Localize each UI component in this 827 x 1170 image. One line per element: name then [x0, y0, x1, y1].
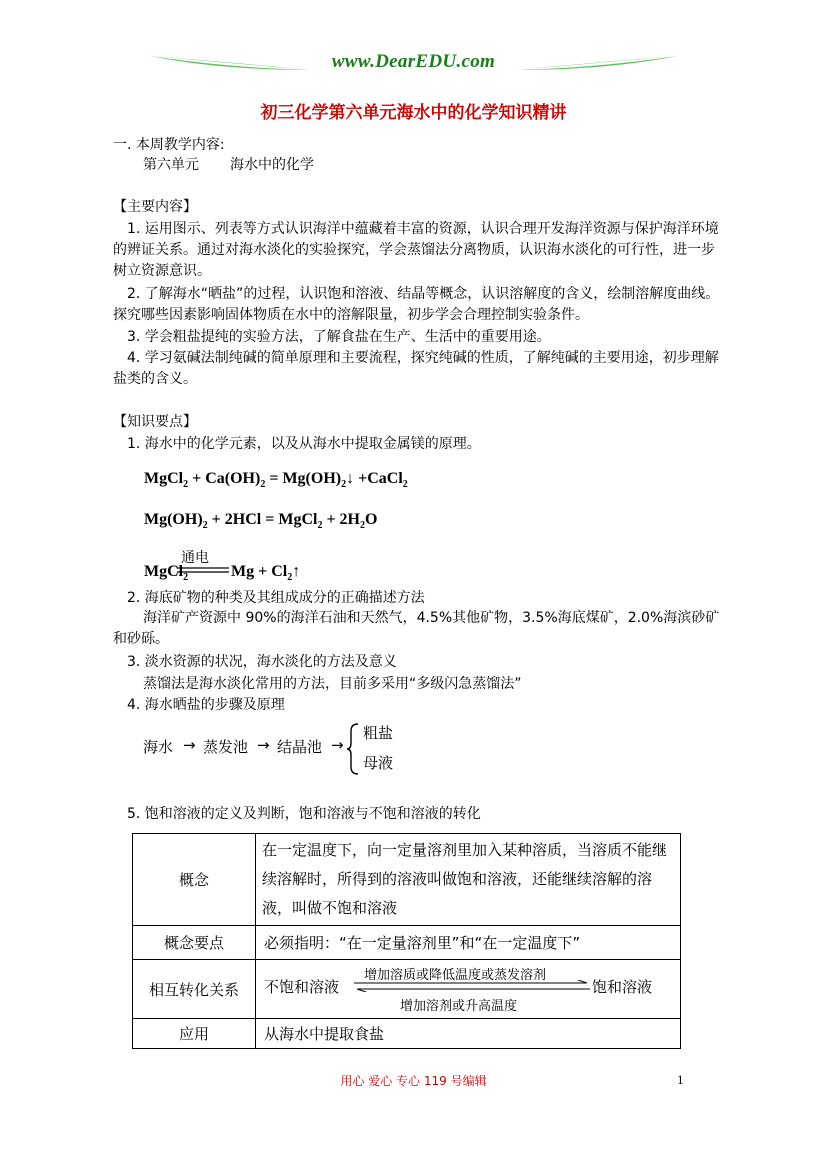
- content-item: 4. 学习氨碱法制纯碱的简单原理和主要流程，探究纯碱的性质，了解纯碱的主要用途，初步理解盐类的含义。: [113, 350, 719, 387]
- knowledge-text-2: 海洋矿产资源中 90%的海洋石油和天然气，4.5%其他矿物，3.5%海底煤矿，2.0%海滨砂矿和砂砾。: [113, 610, 720, 647]
- unit-number: 第六单元: [143, 157, 199, 173]
- equation-1: MgCl$_2$ + $Ca(OH)_2$ = $Mg(OH)_2↓$ +CaCl$_2$: [144, 470, 408, 490]
- reaction-condition: 通电: [181, 550, 209, 566]
- flow-step: 蒸发池: [203, 738, 249, 756]
- table-row: [133, 926, 681, 960]
- knowledge-point-5: 5. 饱和溶液的定义及判断，饱和溶液与不饱和溶液的转化: [127, 806, 481, 822]
- table-row: [133, 1019, 681, 1049]
- unit-name: 海水中的化学: [230, 157, 314, 173]
- table-cell-key: 应用: [133, 1019, 256, 1049]
- site-banner: [150, 48, 677, 78]
- table-cell-key: 概念要点: [133, 926, 256, 960]
- flow-step: 结晶池: [277, 738, 323, 756]
- saturated-label: 饱和溶液: [592, 978, 653, 996]
- reverse-condition: 增加溶剂或升高温度: [400, 999, 518, 1014]
- document-title: 初三化学第六单元海水中的化学知识精讲: [260, 103, 567, 123]
- saturated-solution-table: [132, 833, 681, 1049]
- table-row: [133, 834, 681, 926]
- knowledge-heading: 【知识要点】: [113, 414, 197, 430]
- flow-output: 母液: [363, 754, 394, 772]
- table-cell-key: 相互转化关系: [133, 960, 256, 1019]
- flow-output: 粗盐: [363, 724, 394, 742]
- arrow-right-icon: →: [183, 736, 196, 754]
- forward-condition: 增加溶质或降低温度或蒸发溶剂: [364, 968, 547, 983]
- table-cell-key: 概念: [133, 834, 256, 926]
- page-number: 1: [677, 1072, 684, 1087]
- arrow-right-icon: →: [331, 736, 344, 754]
- equals-sign: [177, 567, 229, 573]
- flow-step: 海水: [143, 738, 174, 756]
- knowledge-point-3: 3. 淡水资源的状况，海水淡化的方法及意义: [127, 654, 397, 670]
- equation-2: $Mg(OH)_2 + 2HCl$ = MgCl$_2$ + $2H_2O$: [144, 511, 378, 531]
- table-cell-value: 从海水中提取食盐: [256, 1019, 681, 1049]
- main-content-heading: 【主要内容】: [113, 199, 197, 215]
- knowledge-point-4: 4. 海水晒盐的步骤及原理: [127, 697, 285, 713]
- table-cell-value: [256, 960, 681, 1019]
- knowledge-text-3: 蒸馏法是海水淡化常用的方法，目前多采用“多级闪急蒸馏法”: [143, 676, 522, 692]
- content-item: 2. 了解海水“晒盐”的过程，认识饱和溶液、结晶等概念，认识溶解度的含义，绘制溶解度曲线。探究哪些因素影响固体物质在水中的溶解限量，初步学会合理控制实验条件。: [113, 286, 720, 323]
- equilibrium-arrows-icon: [354, 980, 590, 992]
- knowledge-point-2: 2. 海底矿物的种类及其组成成分的正确描述方法: [127, 590, 425, 606]
- footer-text: 用心 爱心 专心 119 号编辑: [340, 1074, 487, 1088]
- equation-3: MgCl$_2$ 通电 $Mg + Cl_2↑$: [144, 545, 344, 585]
- knowledge-point-1: 1. 海水中的化学元素，以及从海水中提取金属镁的原理。: [127, 436, 481, 452]
- arrow-right-icon: →: [257, 736, 270, 754]
- table-row: [133, 960, 681, 1019]
- section-heading: 一. 本周教学内容:: [113, 137, 225, 153]
- salt-flow-diagram: [143, 720, 443, 778]
- table-cell-value: 必须指明：“在一定量溶剂里”和“在一定温度下”: [256, 926, 681, 960]
- content-item: 1. 运用图示、列表等方式认识海洋中蕴藏着丰富的资源，认识合理开发海洋资源与保护海洋环境的辨证关系。通过对海水淡化的实验探究，学会蒸馏法分离物质，认识海水淡化的可行性，进一步树立资源意识。: [113, 221, 719, 279]
- brace-icon: [347, 723, 359, 775]
- unsaturated-label: 不饱和溶液: [264, 978, 340, 996]
- content-item: 3. 学会粗盐提纯的实验方法，了解食盐在生产、生活中的重要用途。: [127, 329, 551, 345]
- table-cell-value: 在一定温度下，向一定量溶剂里加入某种溶质，当溶质不能继续溶解时，所得到的溶液叫做饱和溶液，还能继续溶解的溶液，叫做不饱和溶液: [256, 834, 681, 926]
- site-url: www.DearEDU.com: [331, 51, 496, 72]
